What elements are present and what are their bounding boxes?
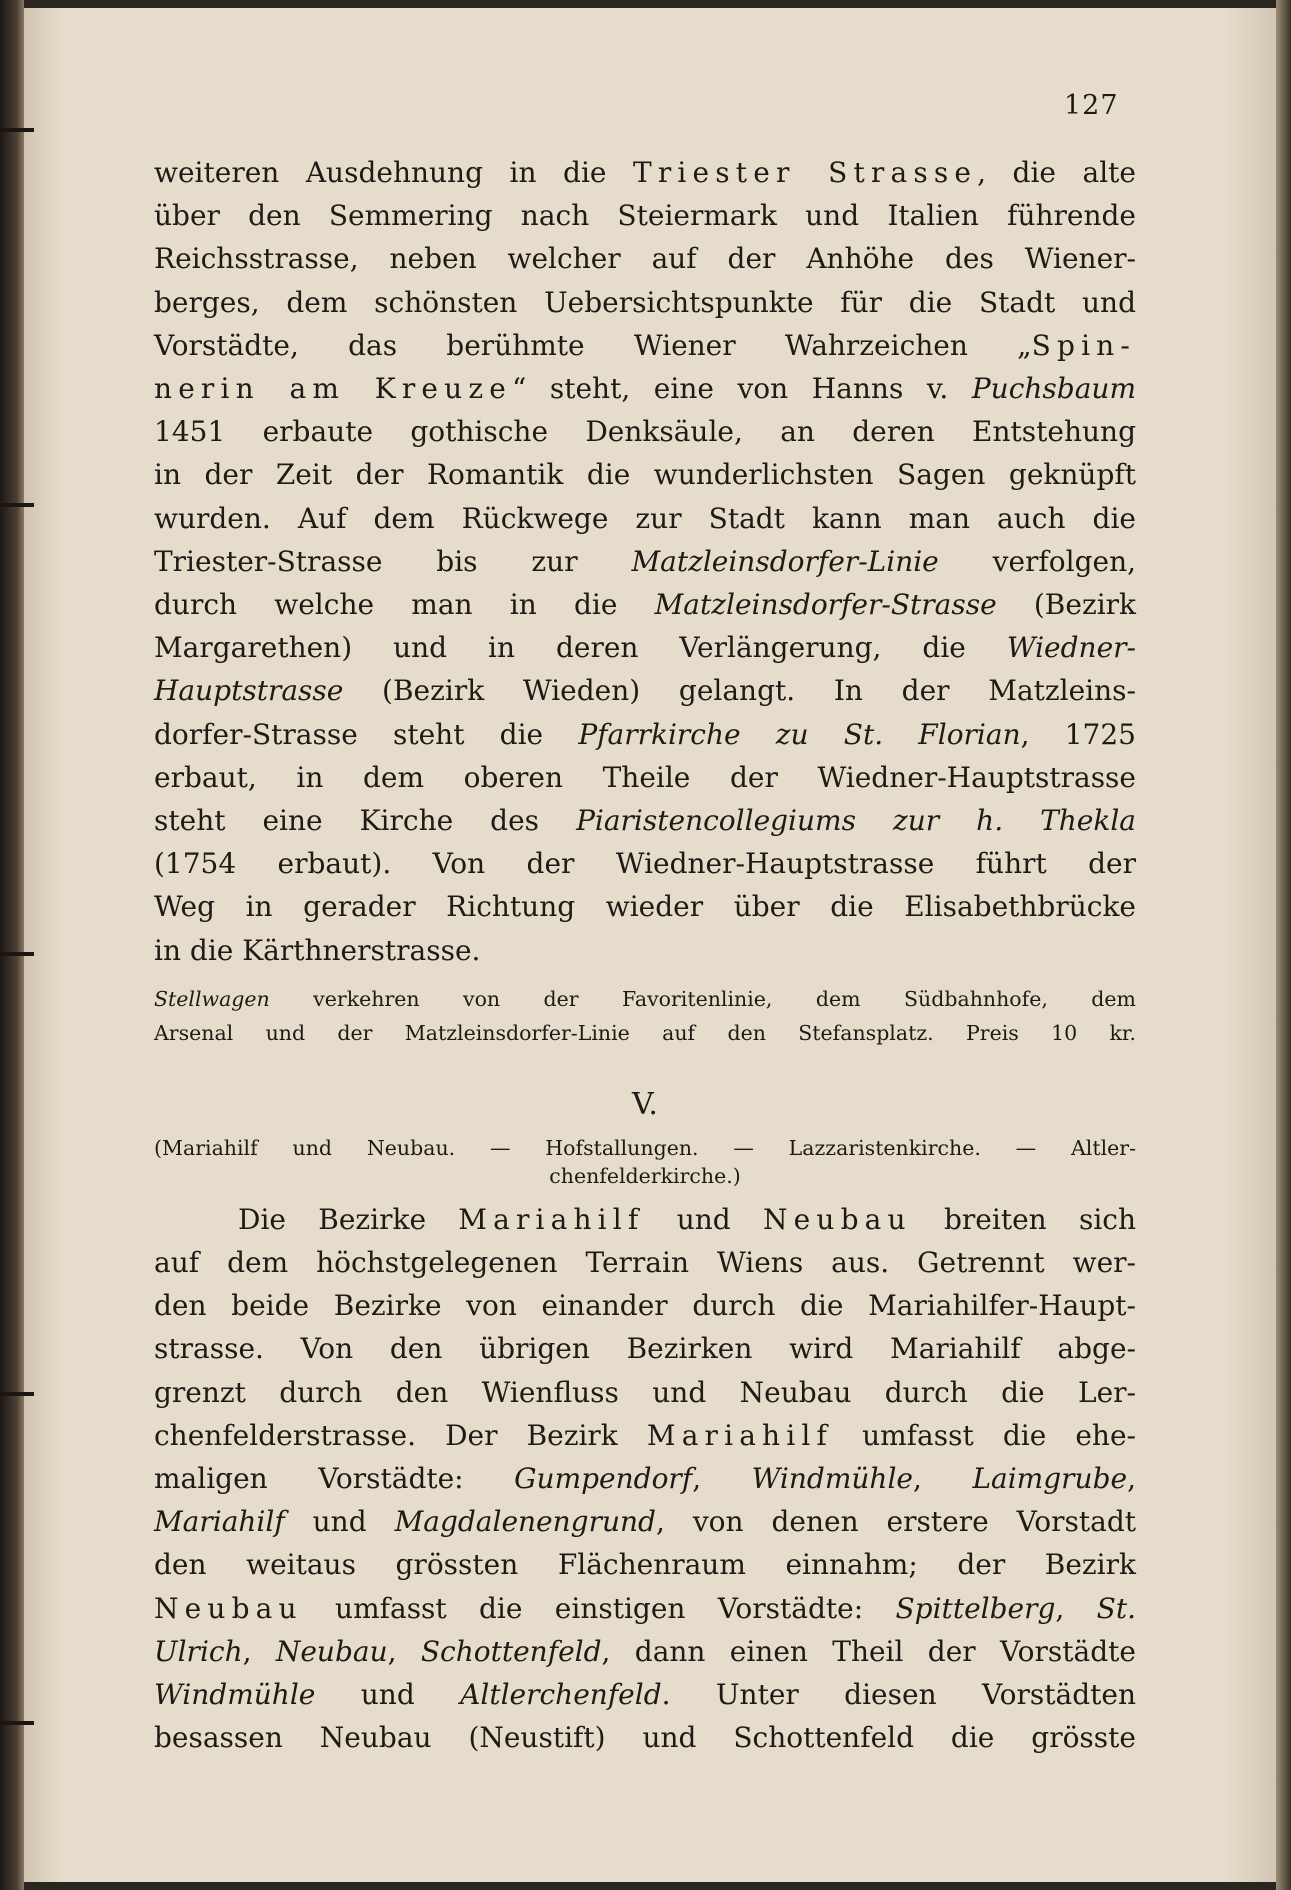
- text-run: Matzleinsdorfer-Strasse: [654, 588, 997, 622]
- binding-stitch: [0, 1392, 34, 1396]
- text-line: [154, 626, 1136, 669]
- section-numeral: V.: [632, 1086, 658, 1122]
- text-line: [154, 1162, 1136, 1190]
- text-line: [154, 410, 1136, 453]
- text-run: Reichsstrasse, neben welcher auf der Anhöhe des Wiener-: [154, 242, 1136, 276]
- paragraph-1: [154, 151, 1136, 972]
- text-line: [154, 1716, 1136, 1759]
- binding-stitch: [0, 952, 34, 956]
- text-run: nerin am Kreuze: [154, 372, 512, 406]
- binding-stitch: [0, 503, 34, 507]
- text-line: [154, 799, 1136, 842]
- page-number: 127: [1064, 90, 1119, 121]
- text-run: Stellwagen: [154, 986, 270, 1011]
- text-run: Vorstädte, das berühmte Wiener Wahrzeichen „: [154, 328, 1032, 362]
- text-run: umfasst die ehe-: [833, 1418, 1136, 1452]
- text-line: [154, 540, 1136, 583]
- text-run: Gumpendorf: [514, 1462, 693, 1496]
- text-run: durch welche man in die: [154, 588, 655, 622]
- text-run: grenzt durch den Wienfluss und Neubau durch die Ler-: [154, 1375, 1136, 1409]
- text-run: maligen Vorstädte:: [154, 1462, 515, 1496]
- binding-stitch: [0, 1721, 34, 1725]
- text-run: und: [284, 1505, 395, 1539]
- text-run: Windmühle: [751, 1462, 913, 1496]
- text-run: Mariahilf: [154, 1505, 285, 1539]
- text-run: “ steht, eine von Hanns v.: [511, 372, 972, 406]
- text-line: [154, 1371, 1136, 1414]
- paragraph-2: [154, 1198, 1136, 1760]
- text-run: Weg in gerader Richtung wieder über die Elisabethbrücke: [154, 890, 1136, 924]
- text-line: [154, 842, 1136, 885]
- book-binding-left: [0, 0, 24, 1890]
- text-run: Ulrich: [154, 1634, 243, 1668]
- text-run: dorfer-Strasse steht die: [154, 717, 579, 751]
- text-line: [154, 237, 1136, 280]
- text-run: ,: [387, 1634, 421, 1668]
- text-line: [154, 1198, 1136, 1241]
- book-page: [24, 8, 1276, 1882]
- text-run: verfolgen,: [938, 544, 1137, 578]
- text-run: verkehren von der Favoritenlinie, dem Südbahnhofe, dem: [269, 986, 1136, 1011]
- text-line: [154, 453, 1136, 496]
- text-line: [154, 1457, 1136, 1500]
- text-run: strasse. Von den übrigen Bezirken wird Mariahilf abge-: [154, 1332, 1136, 1366]
- text-run: (Mariahilf und Neubau. — Hofstallungen. — Lazzaristenkirche. — Altler-: [154, 1135, 1136, 1160]
- text-run: besassen Neubau (Neustift) und Schottenfeld die grösste: [154, 1721, 1136, 1755]
- text-run: Neubau: [154, 1591, 303, 1625]
- text-run: Neubau: [763, 1202, 912, 1236]
- text-line: [154, 713, 1136, 756]
- text-run: Mariahilf: [646, 1418, 834, 1452]
- text-line: [154, 982, 1136, 1016]
- text-run: breiten sich: [911, 1202, 1136, 1236]
- text-run: Arsenal und der Matzleinsdorfer-Linie auf den Stefansplatz. Preis 10 kr.: [154, 1020, 1136, 1045]
- text-run: Magdalenengrund: [394, 1505, 656, 1539]
- text-run: Spittelberg: [895, 1591, 1056, 1625]
- text-run: (1754 erbaut). Von der Wiedner-Hauptstrasse führt der: [154, 847, 1136, 881]
- text-run: Laimgrube: [972, 1462, 1128, 1496]
- text-run: in der Zeit der Romantik die wunderlichsten Sagen geknüpft: [154, 458, 1136, 492]
- text-run: in die Kärthnerstrasse.: [154, 933, 481, 967]
- text-run: Puchsbaum: [971, 372, 1137, 406]
- text-line: [154, 1587, 1136, 1630]
- text-line: [154, 1134, 1136, 1162]
- text-run: , die alte: [977, 156, 1137, 189]
- text-run: (Bezirk: [996, 588, 1137, 622]
- text-run: Triester-Strasse bis zur: [154, 544, 632, 578]
- text-run: St.: [1096, 1591, 1136, 1625]
- text-run: wurden. Auf dem Rückwege zur Stadt kann man auch die: [154, 501, 1136, 535]
- text-run: Neubau: [275, 1634, 388, 1668]
- text-run: chenfelderstrasse. Der Bezirk: [154, 1418, 647, 1452]
- text-run: , 1725: [1020, 717, 1136, 751]
- text-run: chenfelderkirche.): [549, 1163, 741, 1188]
- text-line: [154, 1414, 1136, 1457]
- text-run: ,: [1055, 1591, 1097, 1625]
- text-run: ,: [692, 1462, 752, 1496]
- text-run: Triester Strasse: [633, 156, 978, 189]
- text-run: (Bezirk Wieden) gelangt. In der Matzleins-: [343, 674, 1136, 708]
- text-run: den weitaus grössten Flächenraum einnahm; der Bezirk: [154, 1548, 1136, 1582]
- text-run: Hauptstrasse: [154, 674, 344, 708]
- text-run: und: [315, 1678, 461, 1712]
- text-line: [154, 756, 1136, 799]
- text-run: berges, dem schönsten Uebersichtspunkte für die Stadt und: [154, 285, 1136, 319]
- section-summary: [154, 1134, 1136, 1190]
- text-run: weiteren Ausdehnung in die: [154, 156, 634, 189]
- text-line: [154, 194, 1136, 237]
- text-run: 1451 erbaute gothische Denksäule, an deren Entstehung: [154, 415, 1136, 449]
- text-run: umfasst die einstigen Vorstädte:: [302, 1591, 896, 1625]
- text-line: [154, 583, 1136, 626]
- text-line: [154, 1284, 1136, 1327]
- text-line: [154, 1016, 1136, 1050]
- text-run: , dann einen Theil der Vorstädte: [601, 1634, 1136, 1668]
- text-run: auf dem höchstgelegenen Terrain Wiens aus. Getrennt wer-: [154, 1246, 1136, 1280]
- text-run: Spin-: [1031, 328, 1136, 362]
- text-line: [154, 367, 1136, 410]
- text-run: erbaut, in dem oberen Theile der Wiedner-Hauptstrasse: [154, 760, 1136, 794]
- text-line: [154, 1543, 1136, 1586]
- text-line: [154, 1630, 1136, 1673]
- text-line: [154, 929, 1136, 972]
- text-run: Mariahilf: [458, 1202, 645, 1236]
- text-line: [154, 1241, 1136, 1284]
- text-line: [154, 1500, 1136, 1543]
- text-run: und: [644, 1202, 763, 1236]
- text-run: Die Bezirke: [238, 1202, 459, 1236]
- text-run: Matzleinsdorfer-Linie: [631, 544, 939, 578]
- text-run: Wiedner-: [1006, 631, 1136, 665]
- page-body: [154, 151, 1136, 1760]
- text-line: [154, 151, 1136, 194]
- text-line: [154, 1327, 1136, 1370]
- text-run: ,: [1127, 1462, 1136, 1496]
- text-run: , von denen erstere Vorstadt: [655, 1505, 1136, 1539]
- text-line: [154, 669, 1136, 712]
- book-edge-right: [1276, 0, 1291, 1890]
- text-run: Pfarrkirche zu St. Florian: [578, 717, 1021, 751]
- footnote-stellwagen: [154, 982, 1136, 1050]
- binding-stitch: [0, 128, 34, 132]
- text-line: [154, 1673, 1136, 1716]
- text-line: [154, 281, 1136, 324]
- text-run: steht eine Kirche des: [154, 804, 577, 838]
- text-run: Piaristencollegiums zur h. Thekla: [576, 804, 1136, 838]
- text-run: Altlerchenfeld: [460, 1678, 662, 1712]
- text-run: den beide Bezirke von einander durch die Mariahilfer-Haupt-: [154, 1289, 1136, 1323]
- text-run: ,: [912, 1462, 973, 1496]
- text-run: Margarethen) und in deren Verlängerung, die: [154, 631, 1007, 665]
- text-run: . Unter diesen Vorstädten: [661, 1678, 1136, 1712]
- text-run: über den Semmering nach Steiermark und Italien führende: [154, 199, 1136, 233]
- text-run: Windmühle: [154, 1678, 316, 1712]
- text-line: [154, 497, 1136, 540]
- text-line: [154, 885, 1136, 928]
- text-run: Schottenfeld: [420, 1634, 602, 1668]
- text-run: ,: [242, 1634, 276, 1668]
- text-line: [154, 324, 1136, 367]
